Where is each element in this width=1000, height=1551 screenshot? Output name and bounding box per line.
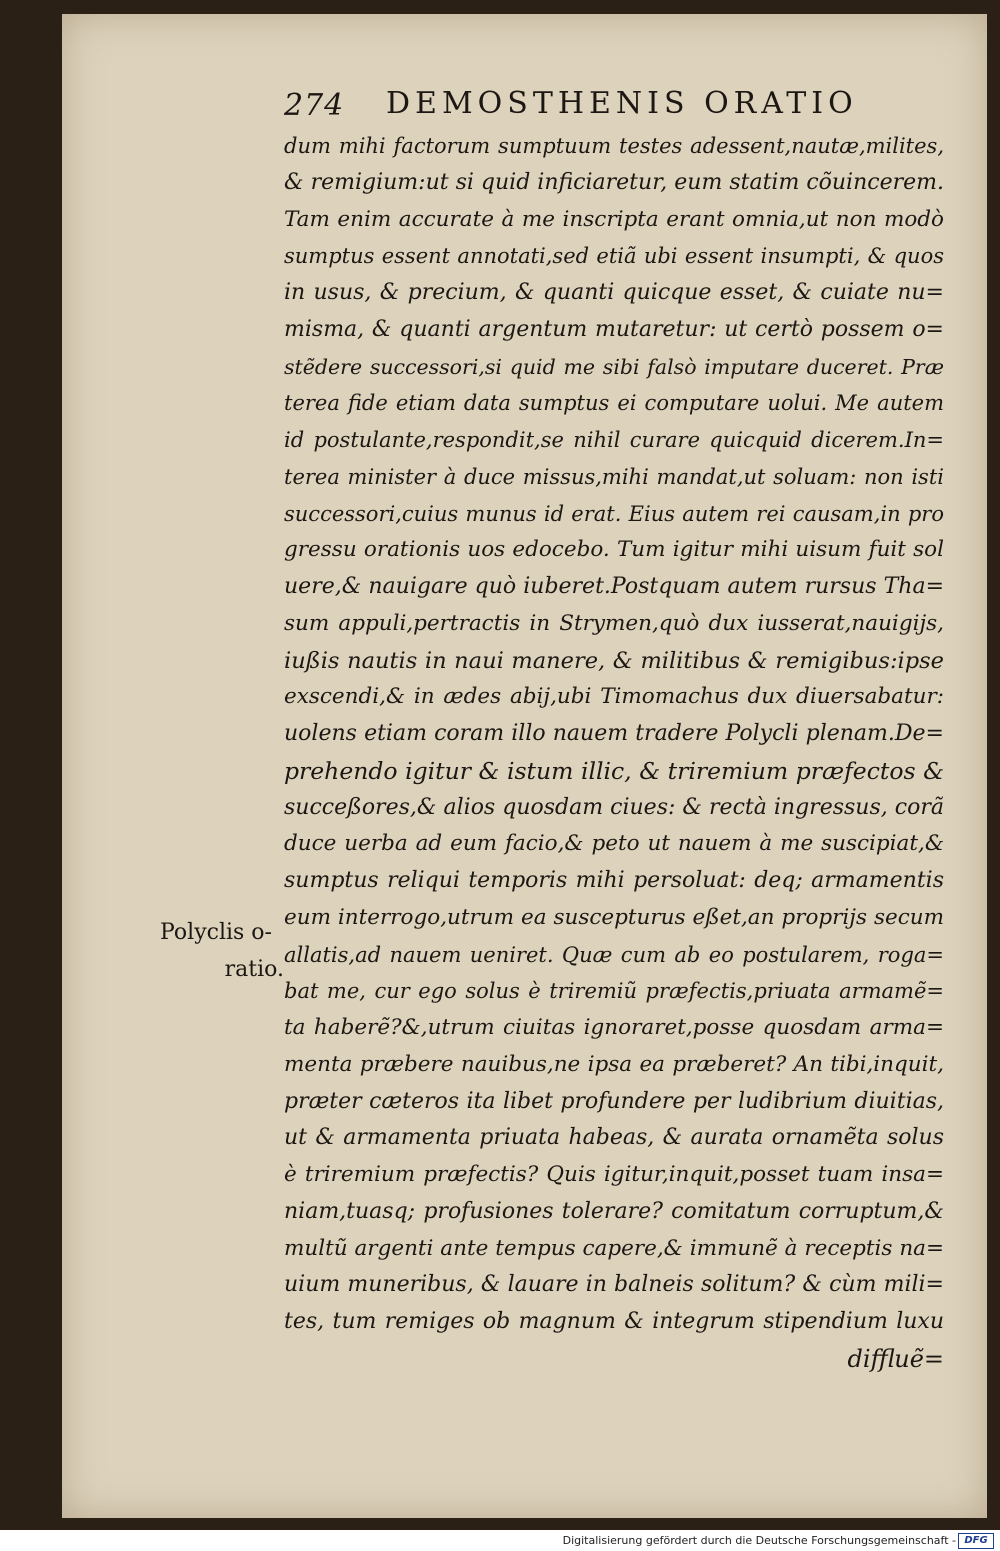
text-line: Tam enim accurate à me inscripta erant omnia,ut non modò <box>284 206 944 232</box>
text-line: misma, & quanti argentum mutaretur: ut certò possem o= <box>284 316 944 342</box>
text-line: exscendi,& in ædes abij,ubi Timomachus dux diuersabatur: <box>284 684 944 710</box>
margin-note-line: ratio. <box>224 956 284 982</box>
text-line: terea fide etiam data sumptus ei computare uolui. Me autem <box>284 391 944 416</box>
text-line: gressu orationis uos edocebo. Tum igitur mihi uisum fuit sol <box>284 537 944 563</box>
digitization-footer <box>0 1530 1000 1551</box>
text-line: è triremium præfectis? Quis igitur,inquit,posset tuam insa= <box>284 1162 944 1187</box>
text-line: id postulante,respondit,se nihil curare quicquid dicerem.In= <box>284 428 944 452</box>
text-line: iußis nautis in naui manere, & militibus & remigibus:ipse <box>284 647 944 674</box>
text-line: sumptus essent annotati,sed etiã ubi essent insumpti, & quos <box>284 244 944 269</box>
text-line: prehendo igitur & istum illic, & triremium præfectos & <box>284 756 944 785</box>
page-header <box>284 84 858 128</box>
text-line: terea minister à duce missus,mihi mandat,ut soluam: non isti <box>284 464 944 489</box>
text-line: uere,& nauigare quò iuberet.Postquam autem rursus Tha= <box>284 574 944 599</box>
text-line: eum interrogo,utrum ea suscepturus eßet,an proprijs secum <box>284 904 944 930</box>
text-line: uolens etiam coram illo nauem tradere Polycli plenam.De= <box>284 721 944 746</box>
text-line: ut & armamenta priuata habeas, & aurata ornamẽta solus <box>284 1125 944 1151</box>
dfg-logo: DFG <box>958 1533 994 1549</box>
margin-note <box>160 915 284 989</box>
page-number: 274 <box>284 88 345 123</box>
text-line: ta haberẽ?&,utrum ciuitas ignoraret,posse quosdam arma= <box>284 1015 944 1040</box>
running-head: DEMOSTHENIS ORATIO <box>386 86 858 121</box>
text-line: tes, tum remiges ob magnum & integrum stipendium luxu <box>284 1309 944 1334</box>
text-line: sum appuli,pertractis in Strymen,quò dux iusserat,nauigijs, <box>284 610 944 636</box>
text-line: succeßores,& alios quosdam ciues: & rectà ingressus, corã <box>284 794 944 820</box>
text-line: menta præbere nauibus,ne ipsa ea præberet? An tibi,inquit, <box>284 1051 944 1077</box>
text-line: dum mihi factorum sumptuum testes adessent,nautæ,milites, <box>284 134 944 158</box>
text-line: niam,tuasq; profusiones tolerare? comitatum corruptum,& <box>284 1198 944 1224</box>
text-line: duce uerba ad eum facio,& peto ut nauem à me suscipiat,& <box>284 831 944 857</box>
text-line: sumptus reliqui temporis mihi persoluat: deq; armamentis <box>284 868 944 893</box>
text-line: in usus, & precium, & quanti quicque esset, & cuiate nu= <box>284 280 944 305</box>
text-line: præter cæteros ita libet profundere per ludibrium diuitias, <box>284 1088 944 1114</box>
body-text <box>284 128 944 1378</box>
margin-note-line: Polyclis o- <box>160 920 272 945</box>
text-line: stẽdere successori,si quid me sibi falsò imputare duceret. Præ <box>284 354 944 379</box>
text-line: & remigium:ut si quid inficiaretur, eum statim cõuincerem. <box>284 169 944 195</box>
text-line: bat me, cur ego solus è triremiũ præfectis,priuata armamẽ= <box>284 979 944 1004</box>
text-line: successori,cuius munus id erat. Eius autem rei causam,in pro <box>284 501 944 526</box>
text-line: allatis,ad nauem ueniret. Quæ cum ab eo postularem, roga= <box>284 942 944 967</box>
text-line: uium muneribus, & lauare in balneis solitum? & cùm mili= <box>284 1272 944 1298</box>
text-line: multũ argenti ante tempus capere,& immunẽ à receptis na= <box>284 1235 944 1261</box>
text-line: diffluẽ= <box>847 1344 944 1373</box>
footer-credit: Digitalisierung gefördert durch die Deutsche Forschungsgemeinschaft - <box>562 1534 956 1547</box>
